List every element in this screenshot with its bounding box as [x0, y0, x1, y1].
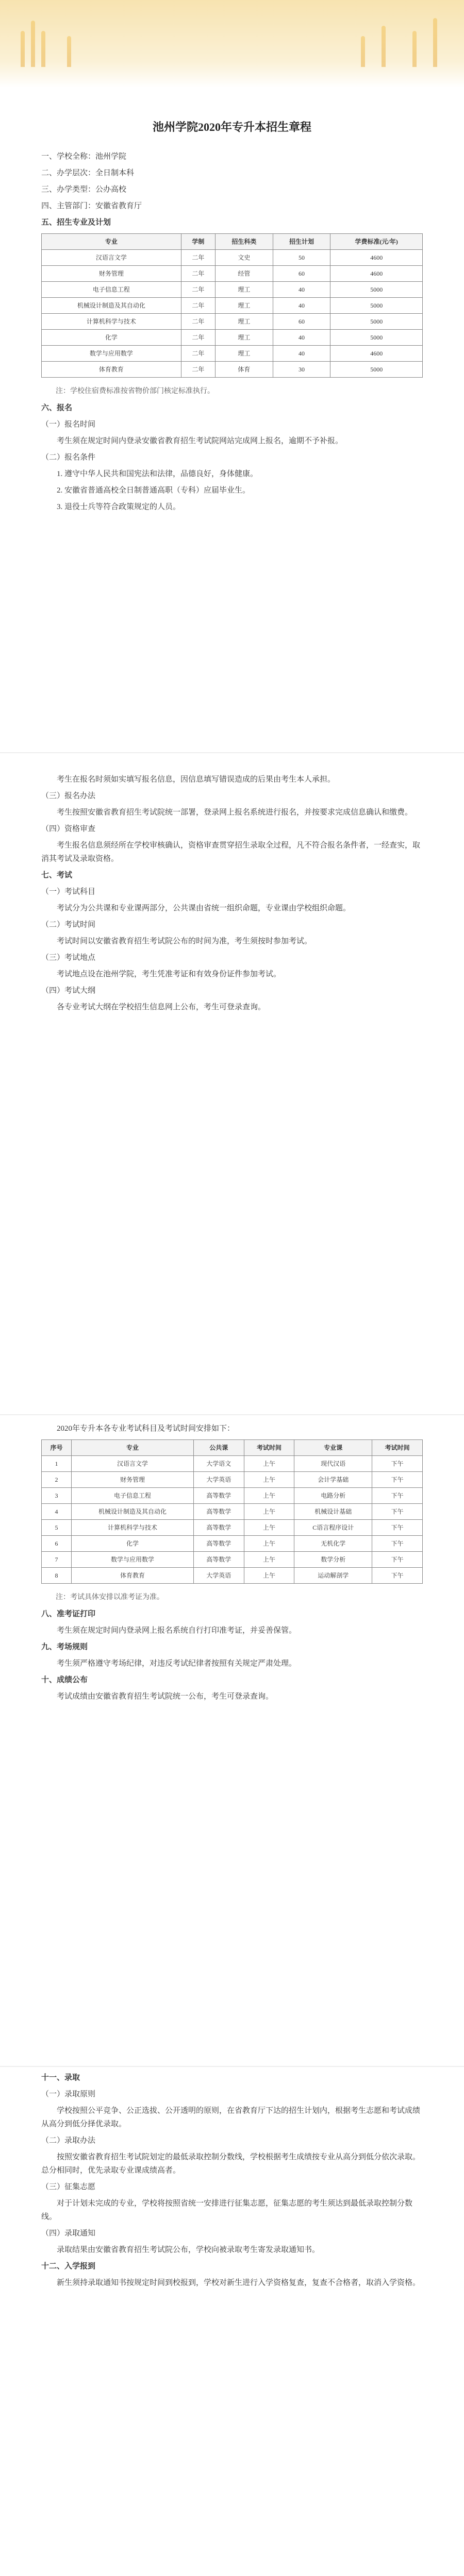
table-cell: 大学语文 — [193, 1456, 244, 1472]
subsection-heading: （二）录取办法 — [41, 2137, 96, 2145]
table-cell: 40 — [273, 330, 330, 346]
table-cell: 4600 — [330, 250, 423, 266]
wheat-decoration — [382, 26, 386, 67]
table-cell: 上午 — [244, 1568, 294, 1584]
paragraph: 考生报名信息须经所在学校审核确认，资格审查贯穿招生录取全过程，凡不符合报名条件者，一经查实，取消其考试及录取资格。 — [41, 841, 421, 863]
table-cell: 5 — [42, 1520, 72, 1536]
table-cell: 计算机科学与技术 — [42, 314, 181, 330]
table-cell: 上午 — [244, 1504, 294, 1520]
table-cell: 汉语言文学 — [72, 1456, 194, 1472]
table-cell: 40 — [273, 282, 330, 298]
table-cell: 机械设计制造及其自动化 — [42, 298, 181, 314]
table-cell: 40 — [273, 346, 330, 362]
table-cell: 7 — [42, 1552, 72, 1568]
table-header: 序号 — [42, 1440, 72, 1456]
section-heading: 五、招生专业及计划 — [41, 218, 111, 227]
section-heading: 十一、录取 — [41, 2074, 80, 2082]
table-cell: 5000 — [330, 314, 423, 330]
table-cell: 机械设计制造及其自动化 — [72, 1504, 194, 1520]
table-cell: 下午 — [372, 1488, 423, 1504]
table-cell: 大学英语 — [193, 1472, 244, 1488]
table-cell: 30 — [273, 362, 330, 378]
subsection-heading: （二）考试时间 — [41, 921, 96, 929]
wheat-decoration — [31, 21, 35, 67]
table-row — [42, 1504, 423, 1520]
paragraph: 录取结果由安徽省教育招生考试院公布，学校向被录取考生寄发录取通知书。 — [57, 2246, 320, 2254]
intro-line: 三、办学类型：公办高校 — [41, 185, 127, 194]
paragraph: 考生按照安徽省教育招生考试院统一部署，登录网上报名系统进行报名，并按要求完成信息确认和缴费。 — [57, 808, 413, 817]
table-cell: 5000 — [330, 362, 423, 378]
subsection-heading: （三）征集志愿 — [41, 2183, 96, 2191]
table-cell: 高等数学 — [193, 1536, 244, 1552]
subsection-heading: （四）录取通知 — [41, 2229, 96, 2238]
table-cell: 大学英语 — [193, 1568, 244, 1584]
table-cell: 理工 — [216, 314, 273, 330]
table-header: 学费标准(元/年) — [330, 234, 423, 250]
section-heading: 八、准考证打印 — [41, 1610, 96, 1618]
table-cell: 上午 — [244, 1552, 294, 1568]
subsection-heading: （三）报名办法 — [41, 792, 96, 800]
section-heading: 九、考场规则 — [41, 1643, 88, 1651]
table-header: 公共课 — [193, 1440, 244, 1456]
paragraph: 考生须在规定时间内登录网上报名系统自行打印准考证，并妥善保管。 — [57, 1626, 297, 1635]
table-row — [42, 1456, 423, 1472]
table-cell: 5000 — [330, 330, 423, 346]
table-cell: 理工 — [216, 346, 273, 362]
table-row — [42, 330, 423, 346]
header-banner — [0, 0, 464, 88]
page-divider — [0, 2066, 464, 2067]
table-header: 专业 — [42, 234, 181, 250]
subsection-heading: （二）报名条件 — [41, 453, 96, 462]
table-cell: 下午 — [372, 1504, 423, 1520]
table-cell: 会计学基础 — [294, 1472, 372, 1488]
table-cell: 理工 — [216, 282, 273, 298]
paragraph: 考试分为公共课和专业课两部分，公共课由省统一组织命题，专业课由学校组织命题。 — [57, 904, 351, 912]
table-note: 注：考试具体安排以准考证为准。 — [56, 1594, 164, 1601]
paragraph: 3. 退役士兵等符合政策规定的人员。 — [57, 503, 181, 511]
table-cell: 二年 — [181, 282, 215, 298]
table-cell: 电路分析 — [294, 1488, 372, 1504]
table-cell: 数学与应用数学 — [42, 346, 181, 362]
table-row — [42, 346, 423, 362]
subsection-heading: （三）考试地点 — [41, 954, 96, 962]
table-cell: 上午 — [244, 1488, 294, 1504]
table-cell: 二年 — [181, 266, 215, 282]
section-heading: 十、成绩公布 — [41, 1676, 88, 1684]
paragraph: 考试成绩由安徽省教育招生考试院统一公布，考生可登录查询。 — [57, 1692, 274, 1701]
section-heading: 十二、入学报到 — [41, 2262, 96, 2270]
table-cell: 下午 — [372, 1536, 423, 1552]
table-cell: 电子信息工程 — [42, 282, 181, 298]
table-row — [42, 1520, 423, 1536]
paragraph: 考生须严格遵守考场纪律，对违反考试纪律者按照有关规定严肃处理。 — [57, 1659, 297, 1668]
table-cell: 二年 — [181, 362, 215, 378]
table-cell: 数学分析 — [294, 1552, 372, 1568]
table-cell: 化学 — [72, 1536, 194, 1552]
table-cell: 二年 — [181, 250, 215, 266]
wheat-decoration — [21, 31, 25, 67]
table-note: 注：学校住宿费标准按省物价部门核定标准执行。 — [56, 387, 214, 395]
paragraph: 考生在报名时须如实填写报名信息，因信息填写错误造成的后果由考生本人承担。 — [57, 775, 336, 784]
table-cell: 二年 — [181, 298, 215, 314]
table-row — [42, 1472, 423, 1488]
document-page-2 — [41, 773, 423, 1412]
table-cell: 文史 — [216, 250, 273, 266]
table-cell: 上午 — [244, 1536, 294, 1552]
table-row — [42, 250, 423, 266]
paragraph: 1. 遵守中华人民共和国宪法和法律，品德良好，身体健康。 — [57, 470, 258, 478]
table-header: 专业 — [72, 1440, 194, 1456]
table-cell: 二年 — [181, 314, 215, 330]
table-row — [42, 1568, 423, 1584]
subsection-heading: （一）考试科目 — [41, 888, 96, 896]
subsection-heading: （一）录取原则 — [41, 2090, 96, 2098]
table-cell: 5000 — [330, 298, 423, 314]
paragraph: 按照安徽省教育招生考试院划定的最低录取控制分数线，学校根据考生成绩按专业从高分到低分依次录取。总分相同时，优先录取专业课成绩高者。 — [41, 2153, 421, 2175]
table-cell: 数学与应用数学 — [72, 1552, 194, 1568]
table-header: 招生计划 — [273, 234, 330, 250]
table-cell: 现代汉语 — [294, 1456, 372, 1472]
table-cell: 高等数学 — [193, 1488, 244, 1504]
table-cell: 高等数学 — [193, 1504, 244, 1520]
table-cell: 40 — [273, 298, 330, 314]
paragraph: 新生须持录取通知书按规定时间到校报到，学校对新生进行入学资格复查，复查不合格者，取消入学资格。 — [57, 2279, 421, 2287]
wheat-decoration — [41, 31, 45, 67]
table-header: 考试时间 — [372, 1440, 423, 1456]
section-heading: 七、考试 — [41, 871, 73, 879]
table-header-row — [42, 1440, 423, 1456]
subsection-heading: （四）考试大纲 — [41, 987, 96, 995]
intro-list — [41, 150, 423, 213]
intro-line: 四、主管部门：安徽省教育厅 — [41, 202, 142, 210]
table-cell: 体育教育 — [42, 362, 181, 378]
table-row — [42, 1536, 423, 1552]
table-cell: 化学 — [42, 330, 181, 346]
plan-table — [41, 233, 423, 378]
paragraph: 对于计划未完成的专业，学校将按照省统一安排进行征集志愿，征集志愿的考生须达到最低录取控制分数线。 — [41, 2199, 413, 2221]
paragraph: 2. 安徽省普通高校全日制普通高职（专科）应届毕业生。 — [57, 486, 251, 495]
document-page-4 — [41, 2071, 423, 2576]
table-cell: 1 — [42, 1456, 72, 1472]
table-cell: 4600 — [330, 346, 423, 362]
document-page-3 — [41, 1422, 423, 2061]
table-row — [42, 314, 423, 330]
subsection-heading: （四）资格审查 — [41, 825, 96, 833]
paragraph: 学校按照公平竞争、公正选拔、公开透明的原则，在省教育厅下达的招生计划内，根据考生志愿和考试成绩从高分到低分择优录取。 — [41, 2107, 421, 2128]
table-cell: 电子信息工程 — [72, 1488, 194, 1504]
table-cell: 下午 — [372, 1568, 423, 1584]
table-cell: 下午 — [372, 1456, 423, 1472]
table-cell: 4 — [42, 1504, 72, 1520]
table-cell: 2 — [42, 1472, 72, 1488]
exam-table — [41, 1439, 423, 1584]
paragraph: 考生须在规定时间内登录安徽省教育招生考试院网站完成网上报名，逾期不予补报。 — [57, 437, 343, 445]
table-cell: 汉语言文学 — [42, 250, 181, 266]
subsection-heading: （一）报名时间 — [41, 420, 96, 429]
wheat-decoration — [433, 18, 437, 67]
table-cell: 无机化学 — [294, 1536, 372, 1552]
table-cell: 计算机科学与技术 — [72, 1520, 194, 1536]
table-cell: 机械设计基础 — [294, 1504, 372, 1520]
table-header: 招生科类 — [216, 234, 273, 250]
table-cell: 8 — [42, 1568, 72, 1584]
table-cell: 4600 — [330, 266, 423, 282]
section-heading: 六、报名 — [41, 404, 73, 412]
table-cell: 高等数学 — [193, 1552, 244, 1568]
table-row — [42, 282, 423, 298]
table-cell: 上午 — [244, 1472, 294, 1488]
wheat-decoration — [412, 31, 417, 67]
intro-line: 一、学校全称：池州学院 — [41, 152, 127, 161]
table-cell: 6 — [42, 1536, 72, 1552]
paragraph: 考试地点设在池州学院，考生凭准考证和有效身份证件参加考试。 — [57, 970, 281, 978]
table-cell: 经管 — [216, 266, 273, 282]
table-row — [42, 1552, 423, 1568]
table-row — [42, 362, 423, 378]
table-cell: 60 — [273, 266, 330, 282]
table-cell: C语言程序设计 — [294, 1520, 372, 1536]
table-cell: 上午 — [244, 1456, 294, 1472]
table-header: 考试时间 — [244, 1440, 294, 1456]
table-cell: 5000 — [330, 282, 423, 298]
paragraph: 2020年专升本各专业考试科目及考试时间安排如下： — [57, 1425, 235, 1433]
table-cell: 下午 — [372, 1472, 423, 1488]
table-cell: 高等数学 — [193, 1520, 244, 1536]
table-cell: 财务管理 — [42, 266, 181, 282]
table-cell: 体育教育 — [72, 1568, 194, 1584]
table-cell: 财务管理 — [72, 1472, 194, 1488]
table-row — [42, 266, 423, 282]
table-header: 专业课 — [294, 1440, 372, 1456]
table-cell: 3 — [42, 1488, 72, 1504]
table-row — [42, 298, 423, 314]
table-cell: 下午 — [372, 1552, 423, 1568]
wheat-decoration — [67, 36, 71, 67]
table-cell: 60 — [273, 314, 330, 330]
table-cell: 体育 — [216, 362, 273, 378]
table-cell: 理工 — [216, 330, 273, 346]
document-title: 池州学院2020年专升本招生章程 — [152, 121, 311, 133]
table-cell: 二年 — [181, 330, 215, 346]
paragraph: 各专业考试大纲在学校招生信息网上公布，考生可登录查询。 — [57, 1003, 266, 1011]
paragraph: 考试时间以安徽省教育招生考试院公布的时间为准，考生须按时参加考试。 — [57, 937, 312, 945]
table-cell: 理工 — [216, 298, 273, 314]
table-cell: 上午 — [244, 1520, 294, 1536]
table-cell: 二年 — [181, 346, 215, 362]
table-cell: 运动解剖学 — [294, 1568, 372, 1584]
document-page-1 — [41, 98, 423, 732]
table-cell: 50 — [273, 250, 330, 266]
table-cell: 下午 — [372, 1520, 423, 1536]
wheat-decoration — [361, 36, 365, 67]
page-divider — [0, 1414, 464, 1415]
page-divider — [0, 752, 464, 753]
table-header: 学制 — [181, 234, 215, 250]
table-row — [42, 1488, 423, 1504]
intro-line: 二、办学层次：全日制本科 — [41, 169, 135, 177]
table-header-row — [42, 234, 423, 250]
